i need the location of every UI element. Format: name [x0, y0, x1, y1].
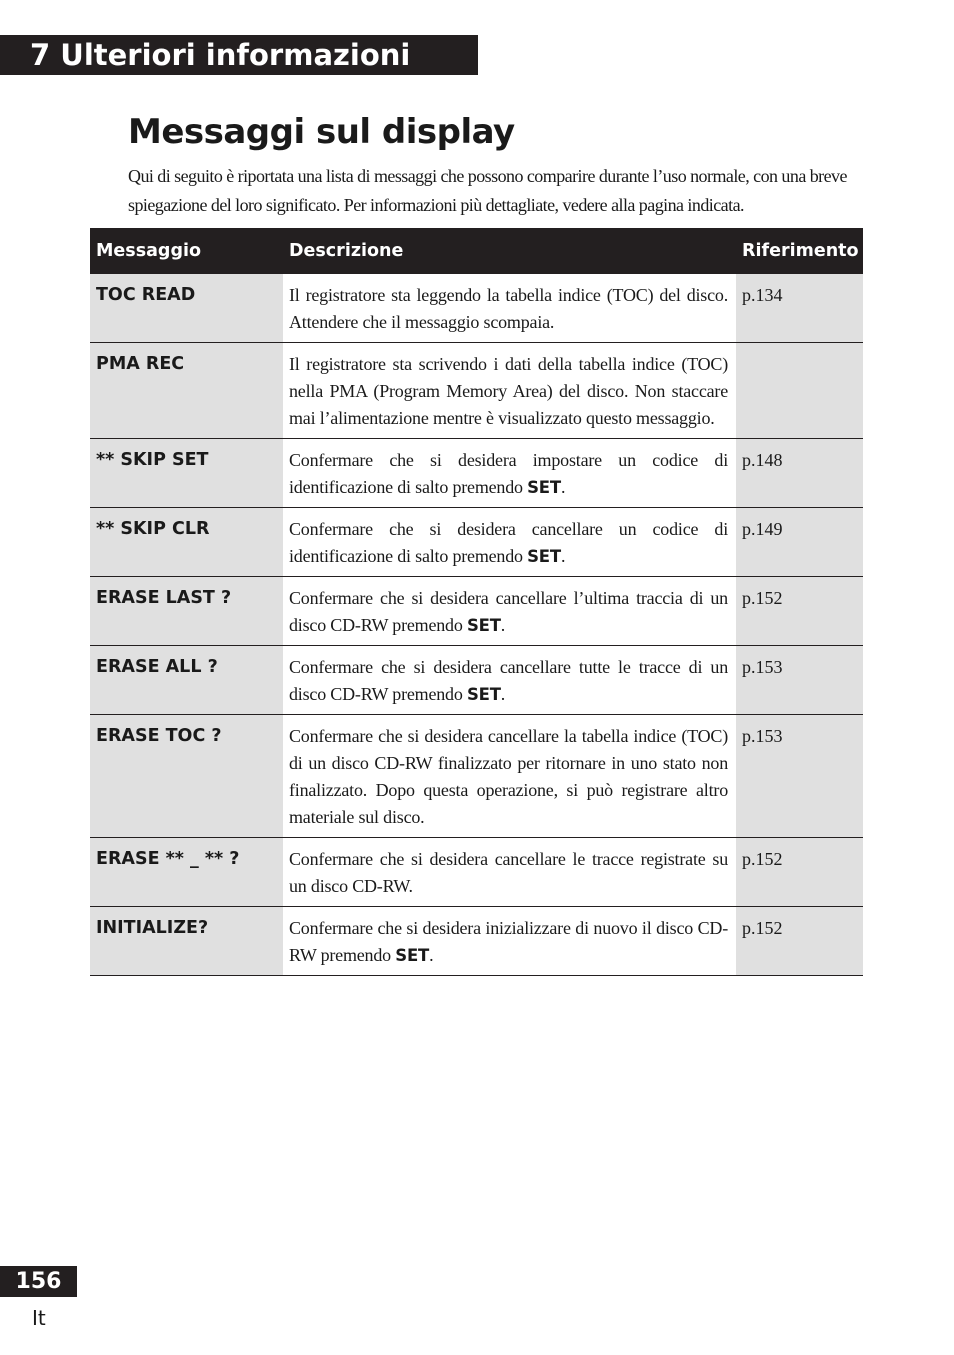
description-text: Confermare che si desidera cancellare la tabella indice (TOC) di un disco CD-RW finalizzato per ritornare in uno stato non finalizzato. Dopo questa operazione, si può registrare altro materiale sul disco. — [289, 726, 728, 827]
page-reference: p.148 — [736, 439, 863, 508]
message-description — [283, 274, 736, 343]
page-reference: p.152 — [736, 577, 863, 646]
table-row — [90, 646, 863, 715]
description-text: Confermare che si desidera cancellare tutte le tracce di un disco CD-RW premendo — [289, 657, 728, 704]
message-code: INITIALIZE? — [90, 907, 283, 976]
page-reference: p.149 — [736, 508, 863, 577]
set-key-label: SET — [466, 616, 501, 635]
page-reference: p.134 — [736, 274, 863, 343]
description-suffix: . — [429, 945, 434, 965]
table-row — [90, 274, 863, 343]
message-code: ** SKIP CLR — [90, 508, 283, 577]
page-title: Messaggi sul display — [128, 112, 515, 152]
description-text: Confermare che si desidera inizializzare di nuovo il disco CD-RW premendo — [289, 918, 728, 965]
description-suffix: . — [560, 546, 566, 566]
table-row — [90, 907, 863, 976]
table-header-row — [90, 228, 863, 274]
message-description — [283, 577, 736, 646]
message-description — [283, 715, 736, 838]
table-row — [90, 715, 863, 838]
page-reference: p.152 — [736, 838, 863, 907]
page-number: 156 — [0, 1266, 77, 1297]
table-row — [90, 577, 863, 646]
message-code: ** SKIP SET — [90, 439, 283, 508]
set-key-label: SET — [395, 946, 430, 965]
intro-paragraph: Qui di seguito è riportata una lista di messaggi che possono comparire durante l’uso normale, con una breve spiegazione del loro significato. Per informazioni più dettagliate, vedere alla pagina indicata. — [128, 166, 847, 215]
message-code: TOC READ — [90, 274, 283, 343]
message-description — [283, 907, 736, 976]
page-reference: p.153 — [736, 646, 863, 715]
description-text: Il registratore sta scrivendo i dati della tabella indice (TOC) nella PMA (Program Memory Area) del disco. Non staccare mai l’alimentazione mentre è visualizzato questo messaggio. — [289, 354, 728, 428]
message-code: ERASE ** _ ** ? — [90, 838, 283, 907]
message-code: ERASE ALL ? — [90, 646, 283, 715]
message-description — [283, 646, 736, 715]
page-reference: p.152 — [736, 907, 863, 976]
language-code: It — [32, 1306, 46, 1330]
message-description — [283, 343, 736, 439]
message-description — [283, 439, 736, 508]
table-row — [90, 439, 863, 508]
set-key-label: SET — [527, 478, 561, 497]
set-key-label: SET — [466, 685, 501, 704]
page-reference — [736, 343, 863, 439]
description-suffix: . — [500, 684, 506, 704]
chapter-header: 7 Ulteriori informazioni — [0, 35, 478, 75]
header-message: Messaggio — [90, 228, 283, 274]
description-text: Confermare che si desidera cancellare un codice di identificazione di salto premendo — [289, 519, 728, 566]
description-text: Il registratore sta leggendo la tabella indice (TOC) del disco. Attendere che il messaggio scompaia. — [289, 285, 728, 332]
message-description — [283, 838, 736, 907]
table-row — [90, 838, 863, 907]
message-code: ERASE TOC ? — [90, 715, 283, 838]
set-key-label: SET — [527, 547, 561, 566]
description-text: Confermare che si desidera cancellare l’ultima traccia di un disco CD-RW premendo — [289, 588, 728, 635]
header-description: Descrizione — [283, 228, 736, 274]
description-text: Confermare che si desidera cancellare le tracce registrate su un disco CD-RW. — [289, 849, 728, 896]
table-row — [90, 508, 863, 577]
description-suffix: . — [500, 615, 506, 635]
table-row — [90, 343, 863, 439]
description-text: Confermare che si desidera impostare un codice di identificazione di salto premendo — [289, 450, 728, 497]
page-reference: p.153 — [736, 715, 863, 838]
header-reference: Riferimento — [736, 228, 863, 274]
message-code: ERASE LAST ? — [90, 577, 283, 646]
message-description — [283, 508, 736, 577]
messages-table — [90, 228, 863, 976]
message-code: PMA REC — [90, 343, 283, 439]
description-suffix: . — [560, 477, 566, 497]
